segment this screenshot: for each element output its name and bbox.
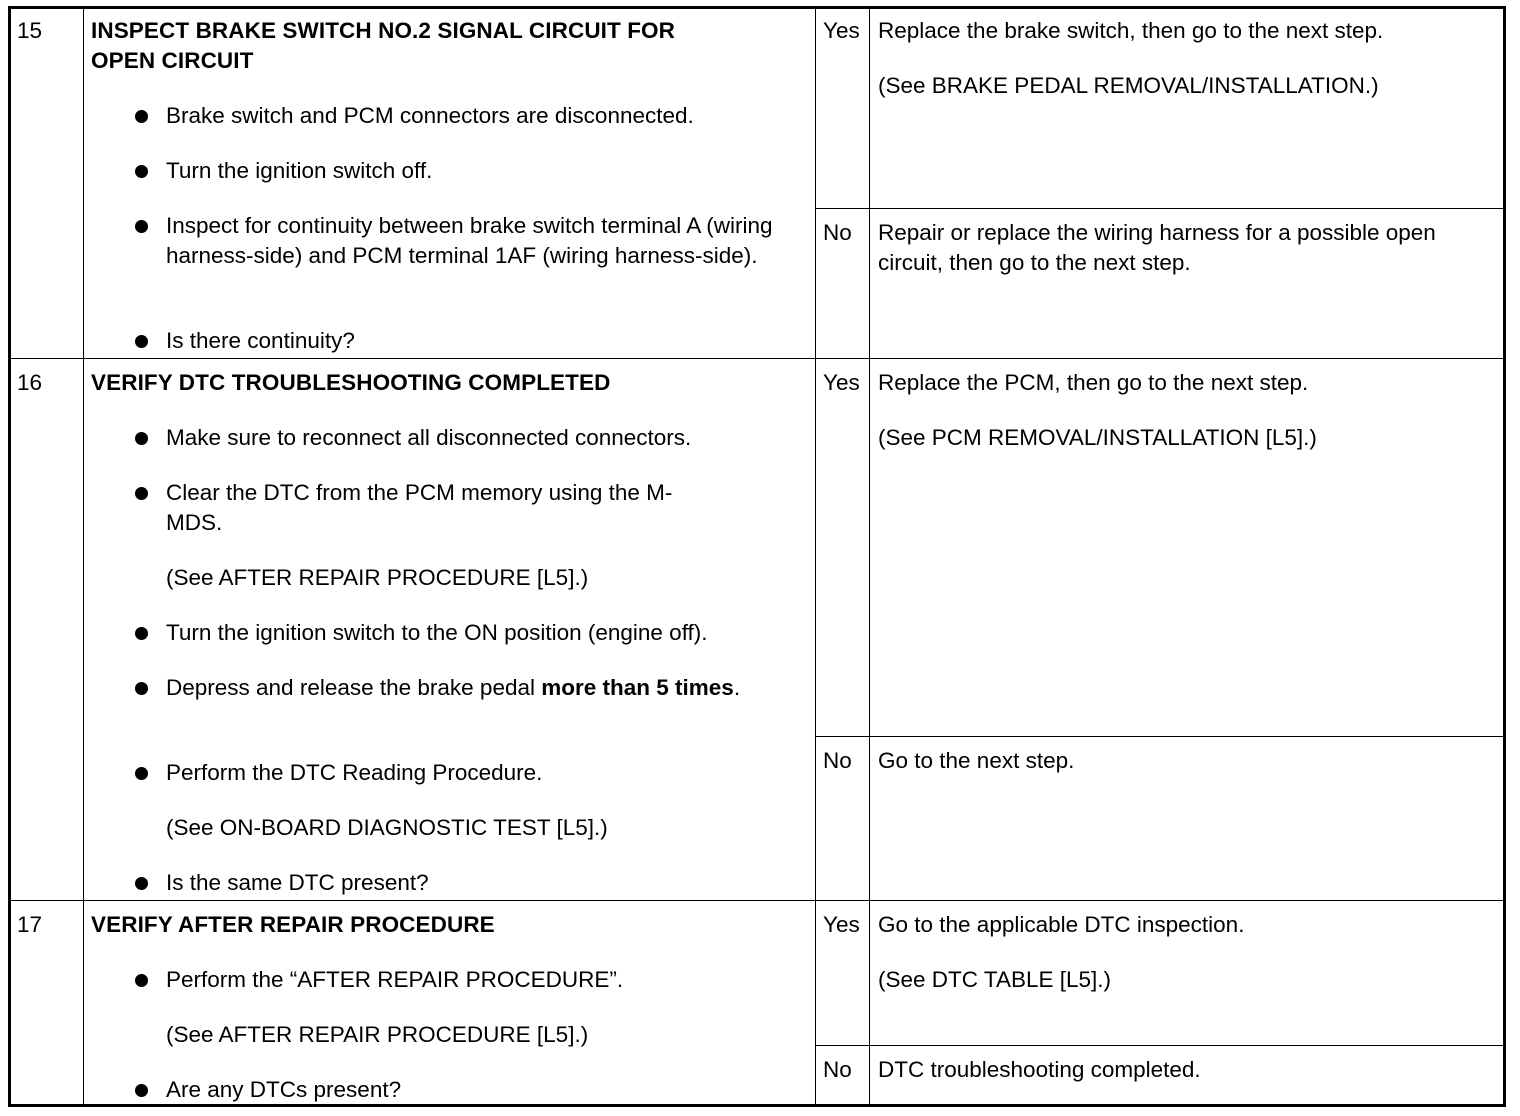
action-text: Turn the ignition switch off. <box>166 158 433 183</box>
step-number: 15 <box>17 18 43 43</box>
action-reference: (See AFTER REPAIR PROCEDURE [L5].) <box>166 1022 589 1047</box>
bullet-icon <box>135 110 148 123</box>
action-text: Brake switch and PCM connectors are disconnected. <box>166 103 694 128</box>
row-divider <box>11 900 1503 901</box>
action-text: Inspect for continuity between brake switch terminal A (wiring harness-side) and PCM terminal 1AF (wiring harness-side). <box>166 213 773 268</box>
yes-result: Replace the PCM, then go to the next step. <box>878 370 1309 395</box>
action-text: Is there continuity? <box>166 328 355 353</box>
action-text: Perform the DTC Reading Procedure. <box>166 760 543 785</box>
row-divider <box>11 358 1503 359</box>
bullet-icon <box>135 335 148 348</box>
yes-no-divider <box>815 208 1503 209</box>
no-label: No <box>823 748 852 773</box>
action-reference: (See ON-BOARD DIAGNOSTIC TEST [L5].) <box>166 815 608 840</box>
step-title-line: OPEN CIRCUIT <box>91 48 254 73</box>
yes-no-divider <box>815 736 1503 737</box>
yes-reference: (See DTC TABLE [L5].) <box>878 967 1111 992</box>
action-emphasis: more than 5 times <box>541 675 734 700</box>
no-result: DTC troubleshooting completed. <box>878 1057 1201 1082</box>
column-divider <box>815 9 816 1104</box>
step-title: VERIFY DTC TROUBLESHOOTING COMPLETED <box>91 370 611 395</box>
no-label: No <box>823 1057 852 1082</box>
step-title: VERIFY AFTER REPAIR PROCEDURE <box>91 912 495 937</box>
bullet-icon <box>135 165 148 178</box>
yes-label: Yes <box>823 912 860 937</box>
step-number: 17 <box>17 912 43 937</box>
bullet-icon <box>135 767 148 780</box>
bullet-icon <box>135 877 148 890</box>
no-result: Repair or replace the wiring harness for a possible open circuit, then go to the next step. <box>878 220 1436 275</box>
action-text <box>166 673 766 703</box>
action-text: Perform the “AFTER REPAIR PROCEDURE”. <box>166 967 624 992</box>
yes-result: Go to the applicable DTC inspection. <box>878 912 1245 937</box>
column-divider <box>83 9 84 1104</box>
action-text-part: . <box>733 675 741 700</box>
bullet-icon <box>135 974 148 987</box>
troubleshooting-table <box>8 6 1506 1107</box>
bullet-icon <box>135 487 148 500</box>
action-text: Make sure to reconnect all disconnected connectors. <box>166 425 692 450</box>
yes-reference: (See BRAKE PEDAL REMOVAL/INSTALLATION.) <box>878 73 1379 98</box>
action-text-part: Depress and release the brake pedal <box>166 675 535 700</box>
bullet-icon <box>135 1084 148 1097</box>
bullet-icon <box>135 682 148 695</box>
no-result: Go to the next step. <box>878 748 1075 773</box>
yes-label: Yes <box>823 18 860 43</box>
step-title-line: INSPECT BRAKE SWITCH NO.2 SIGNAL CIRCUIT FOR <box>91 18 676 43</box>
bullet-icon <box>135 432 148 445</box>
action-reference: (See AFTER REPAIR PROCEDURE [L5].) <box>166 565 589 590</box>
yes-result: Replace the brake switch, then go to the next step. <box>878 18 1384 43</box>
step-title <box>91 16 811 76</box>
yes-label: Yes <box>823 370 860 395</box>
yes-reference: (See PCM REMOVAL/INSTALLATION [L5].) <box>878 425 1317 450</box>
no-label: No <box>823 220 852 245</box>
action-text: Is the same DTC present? <box>166 870 429 895</box>
action-text: Turn the ignition switch to the ON position (engine off). <box>166 620 708 645</box>
action-text: Clear the DTC from the PCM memory using the M-MDS. <box>166 480 673 535</box>
action-text: Are any DTCs present? <box>166 1077 402 1102</box>
yes-no-divider <box>815 1045 1503 1046</box>
step-number: 16 <box>17 370 43 395</box>
bullet-icon <box>135 220 148 233</box>
bullet-icon <box>135 627 148 640</box>
